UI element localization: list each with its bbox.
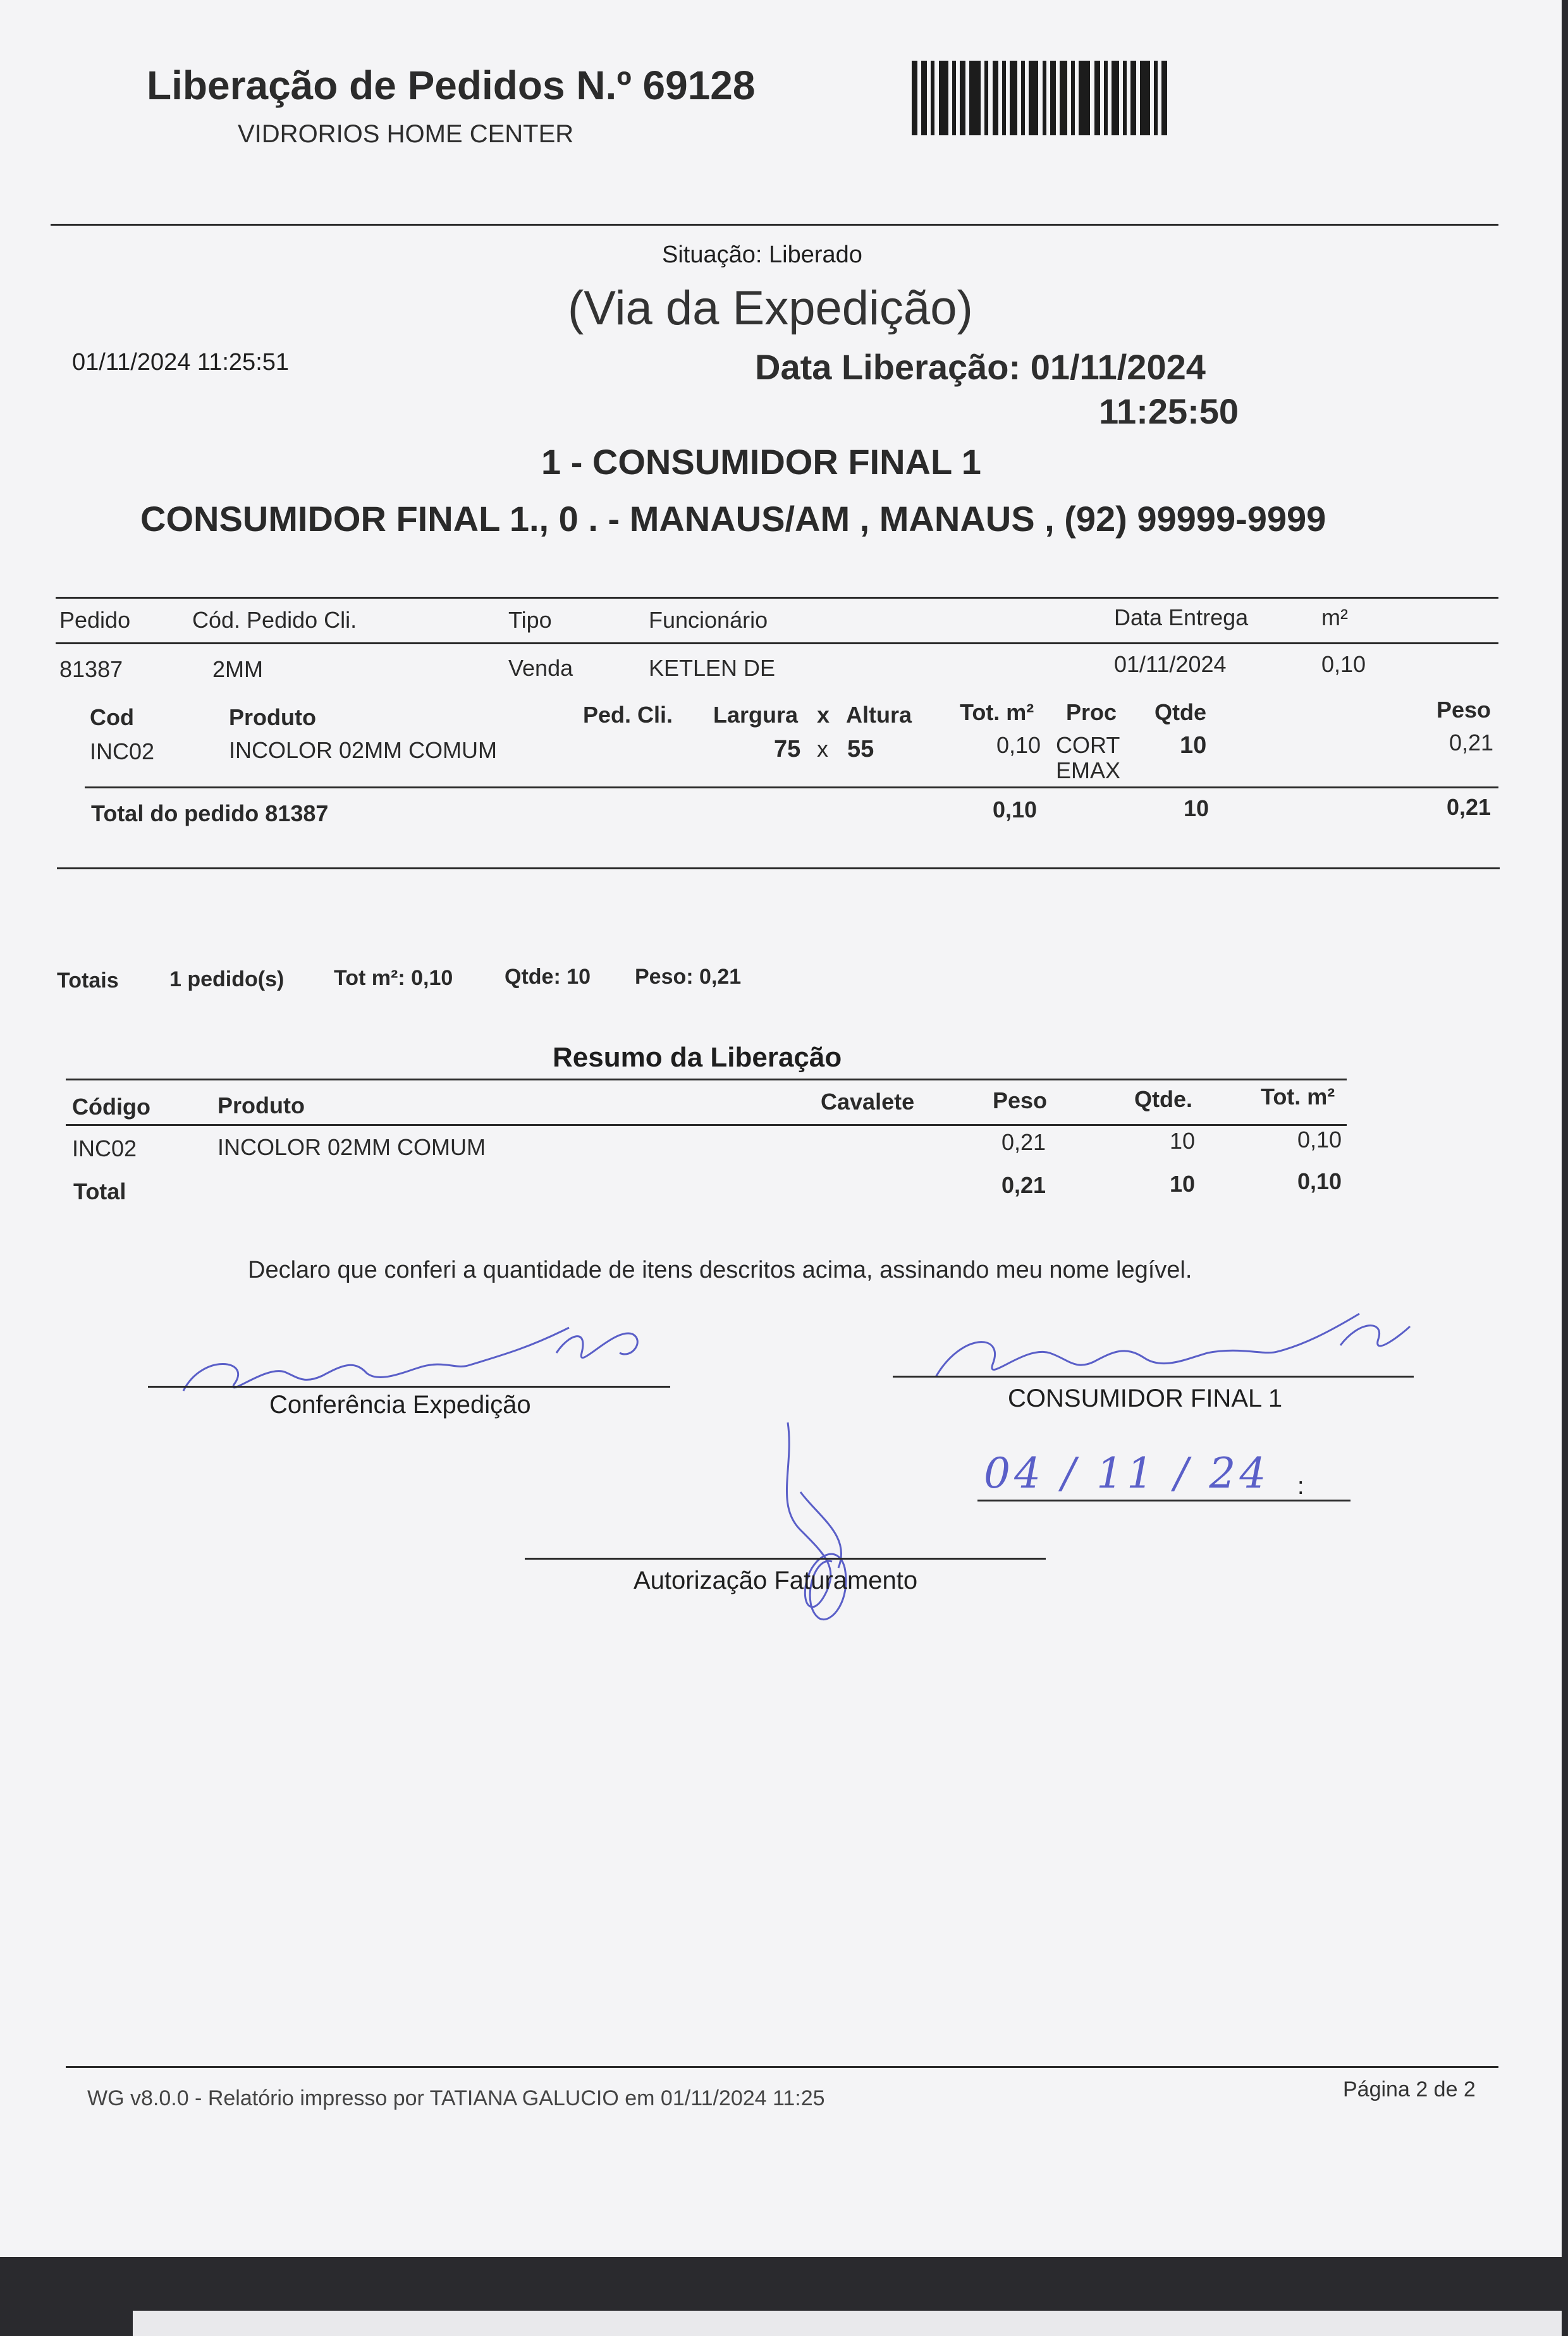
barcode-bar xyxy=(960,61,965,135)
date-line xyxy=(977,1500,1351,1501)
resumo-header-produto: Produto xyxy=(217,1092,305,1118)
barcode-bar xyxy=(939,61,948,135)
declaration-text: Declaro que conferi a quantidade de itens descritos acima, assinando meu nome legível. xyxy=(248,1257,1192,1283)
barcode-bar xyxy=(1094,61,1100,135)
item-total-line xyxy=(85,786,1498,788)
barcode-bar xyxy=(931,61,934,135)
customer-details: CONSUMIDOR FINAL 1., 0 . - MANAUS/AM , MANAUS , (92) 99999-9999 xyxy=(140,499,1326,539)
item-altura: 55 xyxy=(847,736,874,762)
item-peso: 0,21 xyxy=(1449,730,1494,755)
status-text: Situação: Liberado xyxy=(662,242,862,268)
item-header-altura: Altura xyxy=(846,702,912,728)
order-total-peso: 0,21 xyxy=(1447,794,1491,820)
item-header-qtde: Qtde xyxy=(1155,699,1207,725)
barcode-bar xyxy=(1112,61,1119,135)
barcode-bar xyxy=(1060,61,1067,135)
item-header-produto: Produto xyxy=(229,704,316,730)
totais-peso: Peso: 0,21 xyxy=(635,965,742,989)
totais-pedidos: 1 pedido(s) xyxy=(169,967,285,991)
autorizacao-signature xyxy=(763,1416,889,1631)
resumo-header-qtde: Qtde. xyxy=(1134,1086,1193,1112)
barcode-bar xyxy=(1130,61,1136,135)
barcode-bar xyxy=(984,61,988,135)
cell-pedido: 81387 xyxy=(59,656,123,682)
resumo-qtde: 10 xyxy=(1170,1128,1196,1154)
barcode-bar xyxy=(1123,61,1127,135)
item-qtde: 10 xyxy=(1180,732,1207,759)
cell-tipo: Venda xyxy=(508,655,573,681)
item-header-cod: Cod xyxy=(90,704,134,730)
barcode-bar xyxy=(1161,61,1167,135)
item-header-ped-cli: Ped. Cli. xyxy=(583,702,673,728)
resumo-header-tot-m2: Tot. m² xyxy=(1261,1084,1335,1110)
item-header-x: x xyxy=(817,702,830,728)
barcode-bar xyxy=(1021,61,1025,135)
order-table-bottom-line xyxy=(57,867,1500,869)
item-header-proc: Proc xyxy=(1066,699,1117,725)
item-tot-m2: 0,10 xyxy=(996,732,1041,758)
next-page-edge xyxy=(133,2311,1562,2336)
consumidor-signature xyxy=(923,1307,1416,1383)
resumo-title: Resumo da Liberação xyxy=(553,1042,842,1073)
item-proc-line1: CORT xyxy=(1056,732,1120,758)
resumo-produto: INCOLOR 02MM COMUM xyxy=(217,1134,486,1160)
item-header-peso: Peso xyxy=(1436,697,1491,723)
print-timestamp: 01/11/2024 11:25:51 xyxy=(72,349,290,376)
item-largura: 75 xyxy=(774,736,801,762)
conferencia-label: Conferência Expedição xyxy=(269,1391,531,1419)
resumo-total-tot-m2: 0,10 xyxy=(1297,1168,1342,1194)
resumo-header-peso: Peso xyxy=(993,1087,1048,1113)
resumo-tot-m2: 0,10 xyxy=(1297,1127,1342,1153)
barcode-bar xyxy=(993,61,998,135)
footer-report-info: WG v8.0.0 - Relatório impresso por TATIANA GALUCIO em 01/11/2024 11:25 xyxy=(87,2086,825,2110)
cell-funcionario: KETLEN DE xyxy=(649,655,776,681)
conferencia-signature xyxy=(177,1315,683,1397)
document-title: Liberação de Pedidos N.º 69128 xyxy=(147,63,756,108)
copy-type: (Via da Expedição) xyxy=(568,281,973,335)
conferencia-line xyxy=(148,1386,670,1388)
item-header-tot-m2: Tot. m² xyxy=(960,699,1034,725)
header-divider xyxy=(51,224,1498,226)
barcode-bar xyxy=(1002,61,1006,135)
company-name: VIDRORIOS HOME CENTER xyxy=(238,120,574,148)
resumo-header-cavalete: Cavalete xyxy=(821,1089,915,1115)
cell-cod-pedido-cli: 2MM xyxy=(212,656,263,682)
autorizacao-line xyxy=(525,1558,1046,1560)
handwritten-date: 04 / 11 / 24 xyxy=(984,1449,1270,1498)
col-header-m2: m² xyxy=(1321,604,1348,630)
col-header-funcionario: Funcionário xyxy=(649,607,768,633)
resumo-total-peso: 0,21 xyxy=(1001,1172,1046,1198)
resumo-total-qtde: 10 xyxy=(1170,1171,1196,1197)
item-cod: INC02 xyxy=(90,738,155,764)
order-total-qtde: 10 xyxy=(1184,795,1210,821)
consumidor-line xyxy=(893,1376,1414,1378)
item-header-largura: Largura xyxy=(713,702,799,728)
col-header-cod-pedido-cli: Cód. Pedido Cli. xyxy=(192,607,357,633)
resumo-peso: 0,21 xyxy=(1001,1129,1046,1155)
barcode-bar xyxy=(969,61,981,135)
barcode-bar xyxy=(1154,61,1158,135)
item-proc-line2: EMAX xyxy=(1056,757,1121,783)
order-total-m2: 0,10 xyxy=(993,797,1038,822)
item-x: x xyxy=(817,736,828,762)
page-number: Página 2 de 2 xyxy=(1343,2077,1476,2101)
barcode-bar xyxy=(1029,61,1038,135)
barcode-bar xyxy=(952,61,956,135)
consumidor-label: CONSUMIDOR FINAL 1 xyxy=(1008,1385,1283,1412)
barcode-bar xyxy=(1043,61,1046,135)
barcode-icon xyxy=(912,61,1167,135)
time-separator: : xyxy=(1297,1473,1304,1500)
cell-data-entrega: 01/11/2024 xyxy=(1114,651,1227,677)
col-header-pedido: Pedido xyxy=(59,607,131,633)
order-table-header-line xyxy=(56,642,1498,644)
barcode-bar xyxy=(912,61,917,135)
resumo-header-line xyxy=(66,1124,1347,1126)
release-time: 11:25:50 xyxy=(1099,391,1239,431)
totais-qtde: Qtde: 10 xyxy=(505,965,591,989)
resumo-codigo: INC02 xyxy=(72,1135,137,1161)
item-produto: INCOLOR 02MM COMUM xyxy=(229,737,498,763)
resumo-header-codigo: Código xyxy=(72,1094,150,1120)
col-header-tipo: Tipo xyxy=(508,607,552,633)
resumo-total-label: Total xyxy=(73,1178,126,1204)
barcode-bar xyxy=(1079,61,1090,135)
resumo-top-line xyxy=(66,1079,1347,1080)
barcode-bar xyxy=(1050,61,1056,135)
barcode-bar xyxy=(1104,61,1108,135)
totais-label: Totais xyxy=(57,969,119,993)
barcode-bar xyxy=(1071,61,1075,135)
order-table-top-line xyxy=(56,597,1498,599)
totais-tot-m2: Tot m²: 0,10 xyxy=(334,966,453,990)
customer-name: 1 - CONSUMIDOR FINAL 1 xyxy=(541,442,981,482)
barcode-bar xyxy=(1010,61,1017,135)
release-date: Data Liberação: 01/11/2024 xyxy=(755,347,1206,387)
footer-line xyxy=(66,2066,1498,2068)
barcode-bar xyxy=(1140,61,1149,135)
order-total-label: Total do pedido 81387 xyxy=(91,800,329,826)
barcode-bar xyxy=(921,61,927,135)
autorizacao-label: Autorização Faturamento xyxy=(634,1567,918,1594)
cell-m2: 0,10 xyxy=(1321,651,1366,677)
col-header-data-entrega: Data Entrega xyxy=(1114,604,1249,630)
